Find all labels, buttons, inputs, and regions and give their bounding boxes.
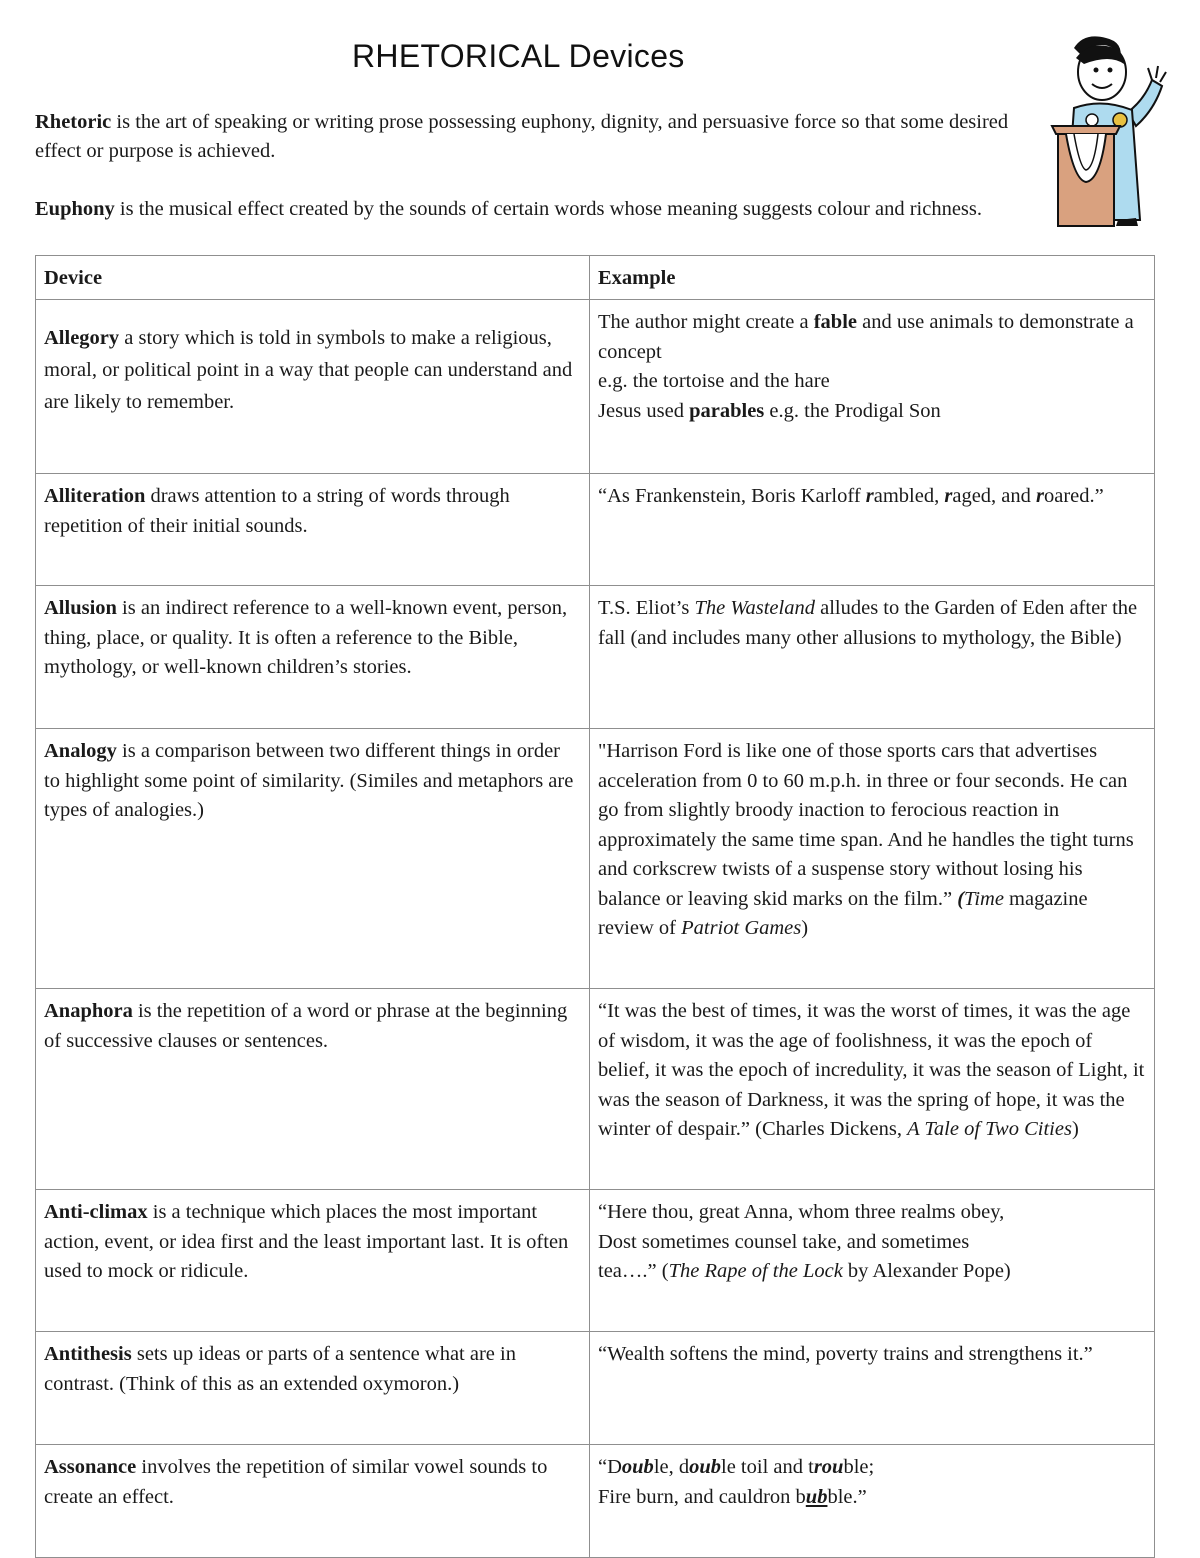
example-text: oared.” <box>1044 485 1104 507</box>
example-emphasis: fable <box>813 311 858 333</box>
device-cell <box>36 586 590 729</box>
example-cell <box>590 300 1155 474</box>
device-term: Analogy <box>44 740 117 762</box>
example-text: ambled, <box>873 485 945 507</box>
device-definition: sets up ideas or parts of a sentence what are in contrast. (Think of this as an extended oxymoron.) <box>44 1343 516 1395</box>
example-text: ble.” <box>827 1485 867 1508</box>
example-text: magazine review of <box>598 887 1088 939</box>
device-definition: draws attention to a string of words through repetition of their initial sounds. <box>44 485 510 537</box>
example-text: “As Frankenstein, Boris Karloff <box>598 485 866 507</box>
device-cell <box>36 300 590 474</box>
rhetoric-term: Rhetoric <box>35 111 112 133</box>
example-text: aged, and <box>952 485 1037 507</box>
device-cell <box>36 1332 590 1445</box>
example-text: ) <box>801 917 809 939</box>
device-cell <box>36 729 590 989</box>
device-definition: is the repetition of a word or phrase at the beginning of successive clauses or sentences. <box>44 1000 568 1052</box>
example-work-title: Time <box>964 887 1004 910</box>
example-text: “D <box>598 1456 622 1478</box>
example-text: le, d <box>653 1456 690 1478</box>
device-cell <box>36 1445 590 1558</box>
example-emphasis: ( <box>957 887 965 910</box>
table-row-anti-climax <box>36 1190 1155 1332</box>
example-text: “It was the best of times, it was the worst of times, it was the age of wisdom, it was the age of foolishness, it was the epoch of belief, it was the epoch of incredulity, it was the season of Light, it was the season of Darkness, it was the spring of hope, it was the winter of despair.” (Charles Dickens, <box>598 1000 1145 1140</box>
example-emphasis: oub <box>621 1456 654 1478</box>
euphony-text: is the musical effect created by the sounds of certain words whose meaning suggests colour and richness. <box>114 198 982 220</box>
header-device: Device <box>36 256 590 300</box>
devices-table <box>35 255 1155 1558</box>
table-row-allusion <box>36 586 1155 729</box>
device-term: Antithesis <box>44 1343 132 1365</box>
example-text: e.g. the tortoise and the hare <box>598 370 830 392</box>
example-text: Fire burn, and cauldron b <box>598 1485 806 1508</box>
table-row-antithesis <box>36 1332 1155 1445</box>
device-cell <box>36 474 590 586</box>
example-text: and use animals to demonstrate a concept <box>598 311 1134 363</box>
example-work-title: A Tale of Two Cities <box>907 1118 1072 1140</box>
device-term: Assonance <box>44 1456 137 1478</box>
example-text: Jesus used <box>598 399 690 422</box>
header-example: Example <box>590 256 1155 300</box>
example-text: by Alexander Pope) <box>842 1260 1011 1282</box>
example-text: alludes to the Garden of Eden after the fall (and includes many other allusions to mythology, the Bible) <box>598 597 1138 649</box>
device-term: Anti-climax <box>44 1201 148 1223</box>
example-text: Dost sometimes counsel take, and sometimes <box>598 1230 970 1253</box>
table-header-row <box>36 256 1155 300</box>
example-cell <box>590 1190 1155 1332</box>
euphony-definition <box>35 195 1045 224</box>
example-text: “Wealth softens the mind, poverty trains and strengthens it.” <box>598 1343 1093 1365</box>
example-work-title: Patriot Games <box>681 917 802 939</box>
example-cell <box>590 1445 1155 1558</box>
example-text: "Harrison Ford is like one of those sports cars that advertises acceleration from 0 to 60 m.p.h. in three or four seconds. He can go from slightly broody inaction to ferocious reaction in approximately the same time span. And he handles the tight turns and corkscrew twists of a suspense story without losing his balance or leaving skid marks on the film.” <box>598 740 1134 910</box>
device-term: Alliteration <box>44 485 146 507</box>
example-emphasis: parables <box>689 399 765 422</box>
device-definition: a story which is told in symbols to make a religious, moral, or political point in a way that people can understand and are likely to remember. <box>44 327 573 413</box>
example-cell <box>590 474 1155 586</box>
device-term: Allusion <box>44 597 117 619</box>
example-cell <box>590 586 1155 729</box>
example-text: tea….” ( <box>598 1260 669 1282</box>
example-text: le toil and t <box>721 1456 814 1478</box>
example-text: The author might create a <box>598 311 814 333</box>
device-definition: is an indirect reference to a well-known event, person, thing, place, or quality. It is often a reference to the Bible, mythology, or well-known children’s stories. <box>44 597 568 678</box>
example-cell <box>590 989 1155 1190</box>
example-emphasis: rou <box>813 1456 844 1478</box>
example-text: T.S. Eliot’s <box>598 597 695 619</box>
page-title: RHETORICAL Devices <box>352 38 685 74</box>
device-definition: involves the repetition of similar vowel sounds to create an effect. <box>44 1456 548 1508</box>
example-cell <box>590 1332 1155 1445</box>
example-emphasis: r <box>1036 485 1044 507</box>
table-row-analogy <box>36 729 1155 989</box>
example-text: “Here thou, great Anna, whom three realms obey, <box>598 1201 1005 1223</box>
example-emphasis: oub <box>689 1456 722 1478</box>
device-term: Allegory <box>44 327 120 349</box>
euphony-term: Euphony <box>35 198 115 220</box>
example-text: ble; <box>843 1456 875 1478</box>
device-cell <box>36 1190 590 1332</box>
device-definition: is a technique which places the most important action, event, or idea first and the least important last. It is often used to mock or ridicule. <box>44 1201 569 1282</box>
rhetoric-definition <box>35 108 1045 166</box>
example-work-title: The Rape of the Lock <box>668 1260 843 1282</box>
device-definition: is a comparison between two different things in order to highlight some point of similarity. (Similes and metaphors are types of analogies.) <box>44 740 574 821</box>
example-text: e.g. the Prodigal Son <box>764 399 941 422</box>
device-term: Anaphora <box>44 1000 133 1022</box>
table-row-assonance <box>36 1445 1155 1558</box>
example-emphasis: ub <box>805 1485 828 1508</box>
example-work-title: The Wasteland <box>694 597 815 619</box>
example-emphasis: r <box>944 485 953 507</box>
table-row-alliteration <box>36 474 1155 586</box>
rhetoric-text: is the art of speaking or writing prose possessing euphony, dignity, and persuasive force so that some desired effect or purpose is achieved. <box>35 111 1009 162</box>
example-text: ) <box>1071 1118 1079 1140</box>
table-row-allegory <box>36 300 1155 474</box>
example-emphasis: r <box>865 485 874 507</box>
device-cell <box>36 989 590 1190</box>
speaker-at-podium-icon <box>1044 30 1172 230</box>
example-cell <box>590 729 1155 989</box>
table-row-anaphora <box>36 989 1155 1190</box>
